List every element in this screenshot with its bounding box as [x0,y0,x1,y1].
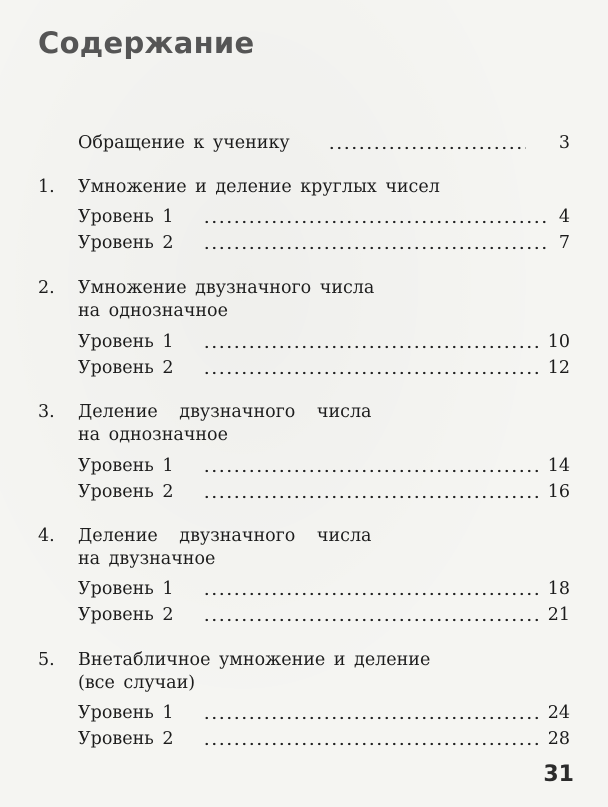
toc-section-heading-cont [38,671,570,695]
level-label: Уровень 2 [78,729,174,749]
dot-leader [203,727,538,751]
section-number: 5. [38,650,55,670]
dot-leader [203,231,548,255]
dot-leader [203,330,538,354]
toc-level-entry [38,577,570,601]
level-label: Уровень 2 [78,233,174,253]
dot-leader [203,480,538,504]
page-number: 31 [543,762,574,787]
toc-level-entry [38,727,570,751]
level-label: Уровень 2 [78,482,174,502]
section-title: на однозначное [78,425,228,445]
section-title: Деление двузначного числа [78,526,372,546]
toc-level-entry [38,701,570,725]
dot-leader [203,205,548,229]
section-title: Умножение и деление круглых чисел [78,177,440,197]
toc-level-entry [38,330,570,354]
toc-section-heading-cont [38,299,570,323]
level-page: 18 [547,579,570,599]
section-title: (все случаи) [78,673,196,693]
dot-leader [203,577,538,601]
toc-section-heading [38,400,570,424]
toc-level-entry [38,205,570,229]
level-label: Уровень 1 [78,207,174,227]
level-label: Уровень 1 [78,579,174,599]
level-label: Уровень 1 [78,456,174,476]
level-page: 14 [547,456,570,476]
level-page: 10 [547,332,570,352]
section-title: Внетабличное умножение и деление [78,650,431,670]
dot-leader [328,131,526,155]
level-label: Уровень 2 [78,605,174,625]
dot-leader [203,356,538,380]
section-title: Умножение двузначного числа [78,278,375,298]
level-page: 21 [547,605,570,625]
dot-leader [203,454,538,478]
toc-level-entry [38,603,570,627]
level-page: 7 [558,233,570,253]
toc-section-heading [38,276,570,300]
toc-section-heading-cont [38,547,570,571]
toc-section-heading [38,648,570,672]
toc-entry-page: 3 [558,133,570,153]
toc-entry-label: Обращение к ученику [78,133,290,153]
toc-entry-intro [38,131,570,155]
toc-level-entry [38,231,570,255]
level-page: 4 [558,207,570,227]
toc-level-entry [38,480,570,504]
section-number: 3. [38,402,55,422]
section-title: на двузначное [78,549,216,569]
level-page: 28 [547,729,570,749]
section-number: 4. [38,526,55,546]
toc-section-heading [38,524,570,548]
section-title: Деление двузначного числа [78,402,372,422]
level-page: 16 [547,482,570,502]
section-number: 1. [38,177,55,197]
toc-level-entry [38,454,570,478]
level-label: Уровень 1 [78,703,174,723]
toc-section-heading-cont [38,423,570,447]
dot-leader [203,701,538,725]
toc-section-heading [38,175,570,199]
level-label: Уровень 1 [78,332,174,352]
section-number: 2. [38,278,55,298]
toc-level-entry [38,356,570,380]
page-title: Содержание [38,26,255,60]
level-page: 24 [547,703,570,723]
level-page: 12 [547,358,570,378]
dot-leader [203,603,538,627]
section-title: на однозначное [78,301,228,321]
level-label: Уровень 2 [78,358,174,378]
